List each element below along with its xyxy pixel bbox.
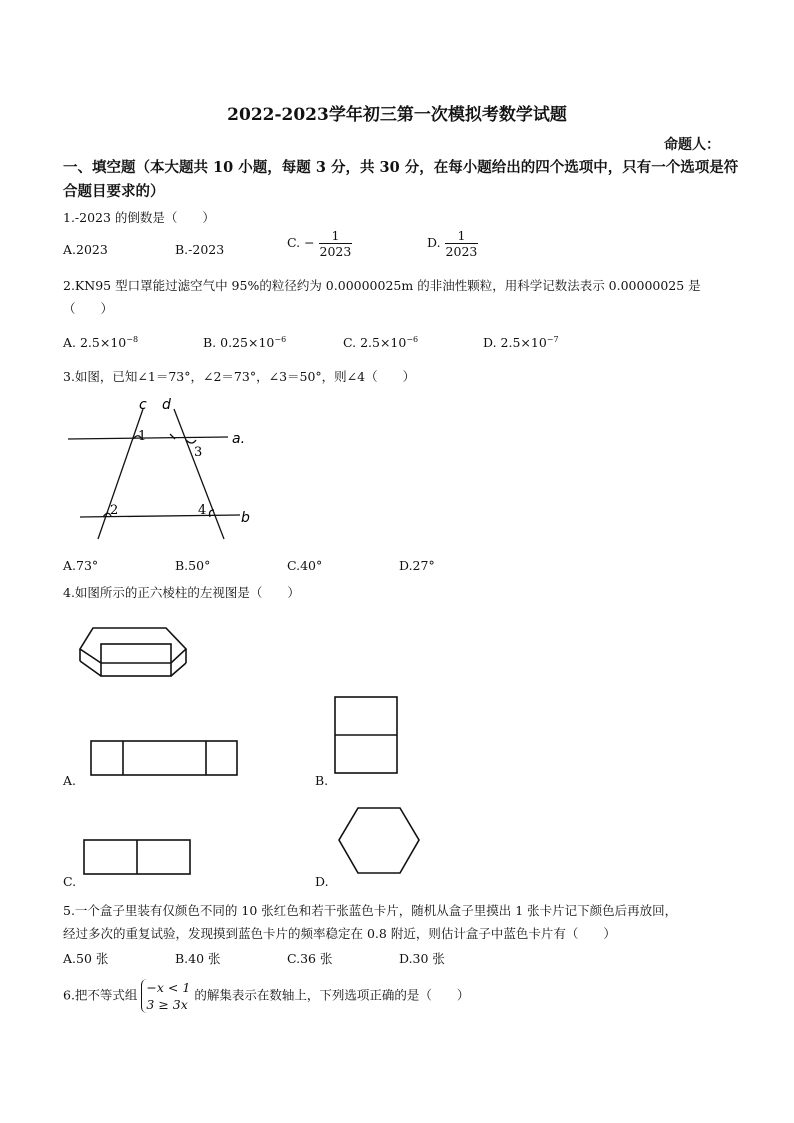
- q2-option-a: A. $2.5\times 10^{-8}$: [63, 335, 139, 351]
- q3-label-c: c: [139, 397, 147, 413]
- q4-stem: 4.如图所示的正六棱柱的左视图是（ ）: [63, 585, 300, 600]
- q5-option-a: A.50 张: [63, 951, 109, 966]
- q5-option-c: C.36 张: [287, 951, 333, 966]
- q2-stem-line1: 2.KN95 型口罩能过滤空气中 95%的粒径约为 0.00000025m 的非油性颗粒，用科学记数法表示 0.00000025 是: [63, 278, 701, 293]
- q1-option-c-prefix: C. −: [287, 235, 315, 250]
- q5-stem-line1: 5.一个盒子里装有仅颜色不同的 10 张红色和若干张蓝色卡片，随机从盒子里摸出 1 张卡片记下颜色后再放回，: [63, 903, 678, 918]
- q6-inequality-1: −x < 1: [146, 980, 191, 995]
- q1-option-d-prefix: D.: [427, 235, 441, 250]
- q2-stem-line2: （ ）: [63, 301, 114, 316]
- hexagonal-prism-figure: [80, 628, 186, 676]
- q1-option-d-fraction: $\frac{1}{2023}$: [445, 228, 478, 259]
- q1-option-a: A.2023: [63, 242, 108, 257]
- q3-option-a: A.73°: [63, 558, 99, 573]
- q4-figure-d: [339, 808, 419, 873]
- q4-figure-c: [84, 840, 190, 874]
- q5-option-b: B.40 张: [175, 951, 221, 966]
- q4-option-d: D.: [315, 874, 329, 889]
- q3-option-c: C.40°: [287, 558, 323, 573]
- q3-label-4: 4: [198, 503, 207, 518]
- q2-option-b: B. $0.25\times 10^{-6}$: [203, 335, 287, 351]
- q3-label-3: 3: [194, 445, 203, 460]
- q1-option-c-fraction: $\frac{1}{2023}$: [319, 228, 352, 259]
- q3-option-b: B.50°: [175, 558, 211, 573]
- q2-option-c: C. $2.5\times 10^{-6}$: [343, 335, 419, 351]
- author-label: 命题人：: [664, 137, 720, 153]
- q4-option-a: A.: [63, 773, 77, 788]
- q4-figure-a: [91, 741, 237, 775]
- q4-option-b: B.: [315, 773, 329, 788]
- q3-label-1: 1: [138, 429, 147, 444]
- q6-inequality-2: 3 ≥ 3x: [146, 997, 188, 1012]
- q3-label-a: a.: [232, 431, 246, 447]
- q3-label-d: d: [162, 397, 171, 413]
- q2-option-d: D. $2.5\times 10^{-7}$: [483, 335, 559, 351]
- q5-option-d: D.30 张: [399, 951, 445, 966]
- q3-label-2: 2: [110, 503, 119, 518]
- q4-figure-b: [335, 697, 397, 773]
- q6-stem-prefix: 6.把不等式组: [63, 987, 138, 1003]
- page-title: 2022-2023学年初三第一次模拟考数学试题: [227, 105, 567, 125]
- q5-stem-line2: 经过多次的重复试验，发现摸到蓝色卡片的频率稳定在 0.8 附近，则估计盒子中蓝色卡片有（ ）: [63, 926, 616, 941]
- section-heading: 一、填空题（本大题共 10 小题，每题 3 分，共 30 分，在每小题给出的四个选项中，只有一个选项是符合题目要求的）: [63, 159, 739, 200]
- q6-stem: [63, 979, 469, 1013]
- q3-option-d: D.27°: [399, 558, 435, 573]
- q1-stem: 1.-2023 的倒数是（ ）: [63, 210, 215, 225]
- q4-option-c: C.: [63, 874, 77, 889]
- q3-stem: 3.如图，已知∠1＝73°，∠2＝73°，∠3＝50°，则∠4（ ）: [63, 369, 416, 384]
- q6-stem-suffix: 的解集表示在数轴上，下列选项正确的是（ ）: [194, 987, 470, 1003]
- q6-inequality-system: [141, 979, 190, 1013]
- q3-label-b: b: [241, 510, 250, 526]
- q1-option-b: B.-2023: [175, 242, 225, 257]
